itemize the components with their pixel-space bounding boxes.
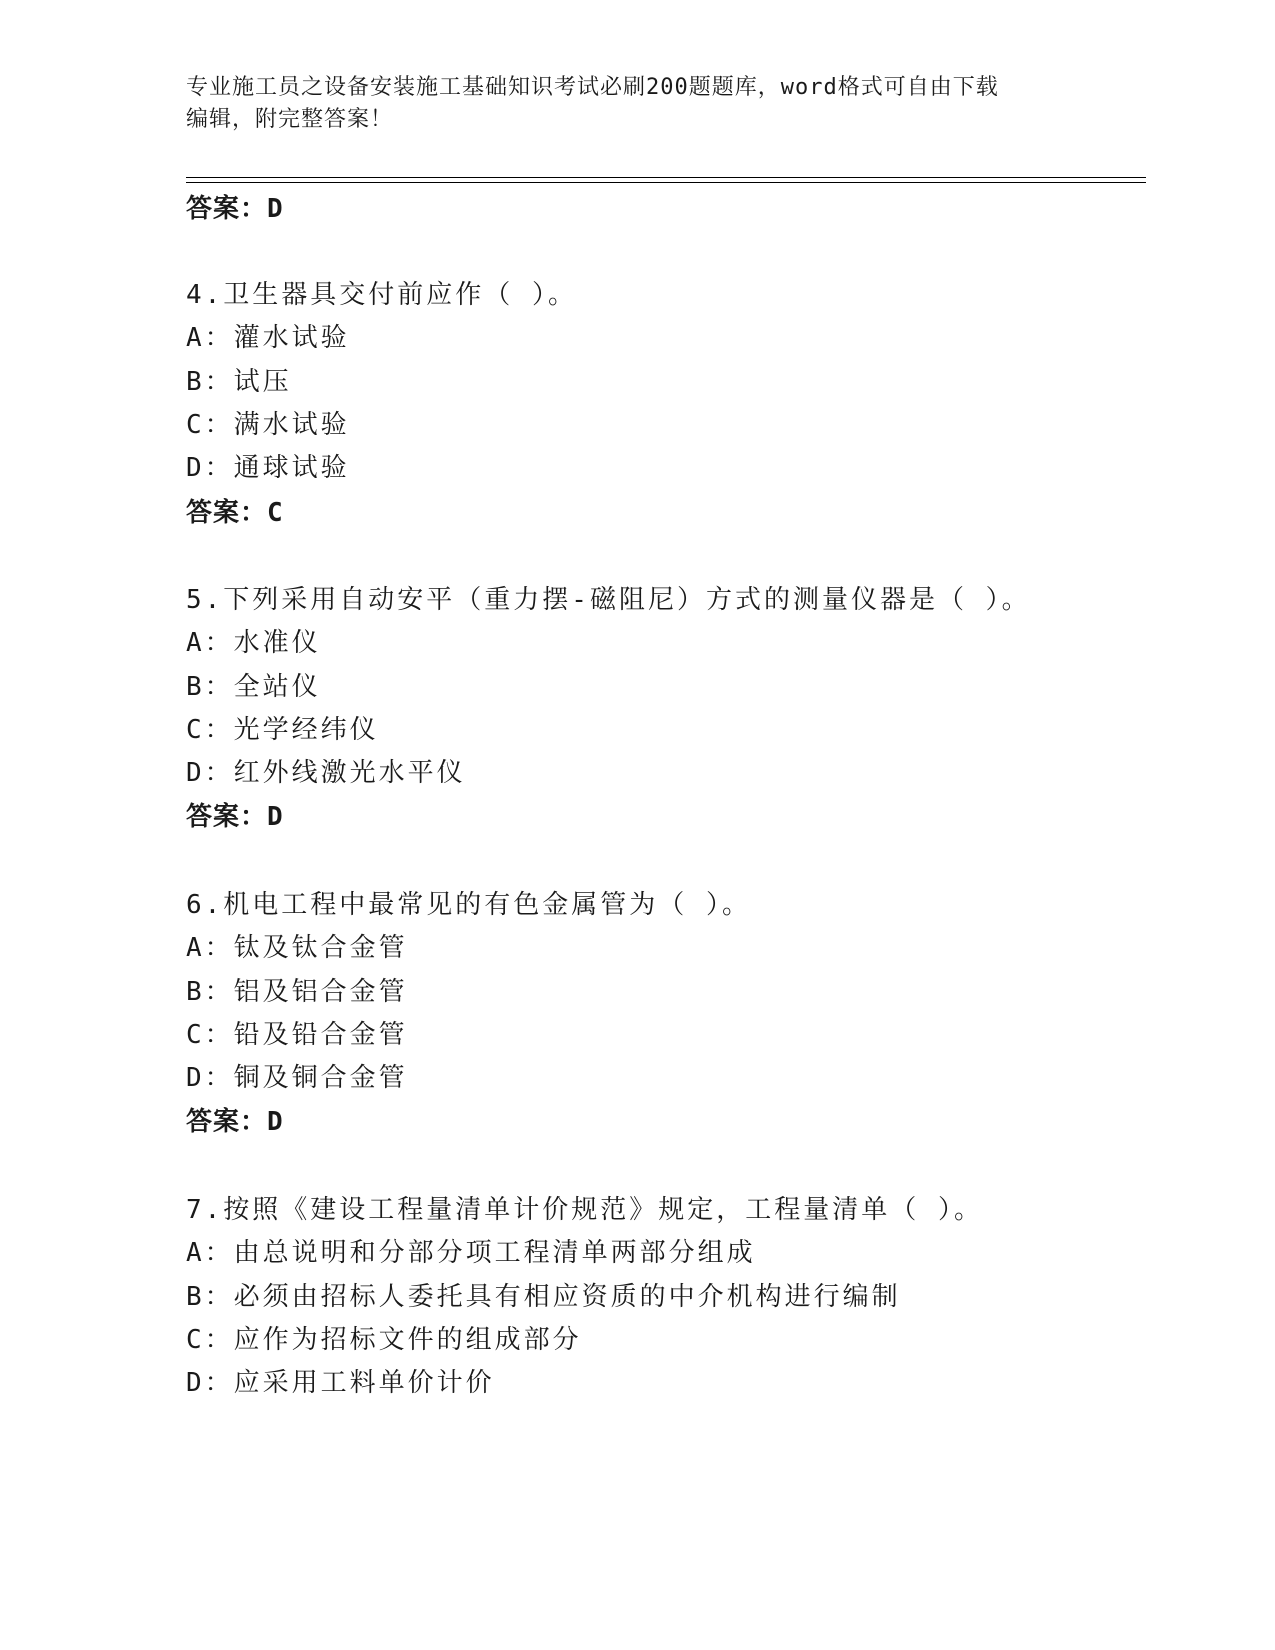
option-b: B：全站仪: [186, 672, 321, 702]
option-a: A：水准仪: [186, 628, 321, 658]
option-d: D：铜及铜合金管: [186, 1063, 408, 1093]
option-b: B：铝及铝合金管: [186, 977, 408, 1007]
answer: 答案：C: [186, 498, 284, 528]
option-c: C：应作为招标文件的组成部分: [186, 1325, 582, 1355]
answer: 答案：D: [186, 802, 284, 832]
question-stem: 5.下列采用自动安平（重力摆-磁阻尼）方式的测量仪器是（ ）。: [186, 585, 1031, 615]
option-d: D：应采用工料单价计价: [186, 1368, 495, 1398]
option-c: C：光学经纬仪: [186, 715, 379, 745]
option-c: C：满水试验: [186, 410, 350, 440]
header-divider-bottom: [186, 182, 1146, 183]
option-b: B：必须由招标人委托具有相应资质的中介机构进行编制: [186, 1282, 901, 1312]
question-stem: 6.机电工程中最常见的有色金属管为（ ）。: [186, 890, 751, 920]
header-divider-top: [186, 177, 1146, 178]
question-stem: 7.按照《建设工程量清单计价规范》规定，工程量清单（ ）。: [186, 1195, 983, 1225]
question-stem: 4.卫生器具交付前应作（ ）。: [186, 280, 577, 310]
answer: 答案：D: [186, 1107, 284, 1137]
header-line-1: 专业施工员之设备安装施工基础知识考试必刷200题题库，word格式可自由下载: [186, 75, 999, 100]
header-line-2: 编辑，附完整答案！: [186, 107, 394, 132]
option-a: A：灌水试验: [186, 323, 350, 353]
document-header: [186, 72, 1086, 136]
option-d: D：红外线激光水平仪: [186, 758, 466, 788]
option-a: A：钛及钛合金管: [186, 933, 408, 963]
option-a: A：由总说明和分部分项工程清单两部分组成: [186, 1238, 756, 1268]
previous-answer: 答案：D: [186, 194, 284, 224]
option-d: D：通球试验: [186, 453, 350, 483]
option-b: B：试压: [186, 367, 292, 397]
option-c: C：铅及铅合金管: [186, 1020, 408, 1050]
